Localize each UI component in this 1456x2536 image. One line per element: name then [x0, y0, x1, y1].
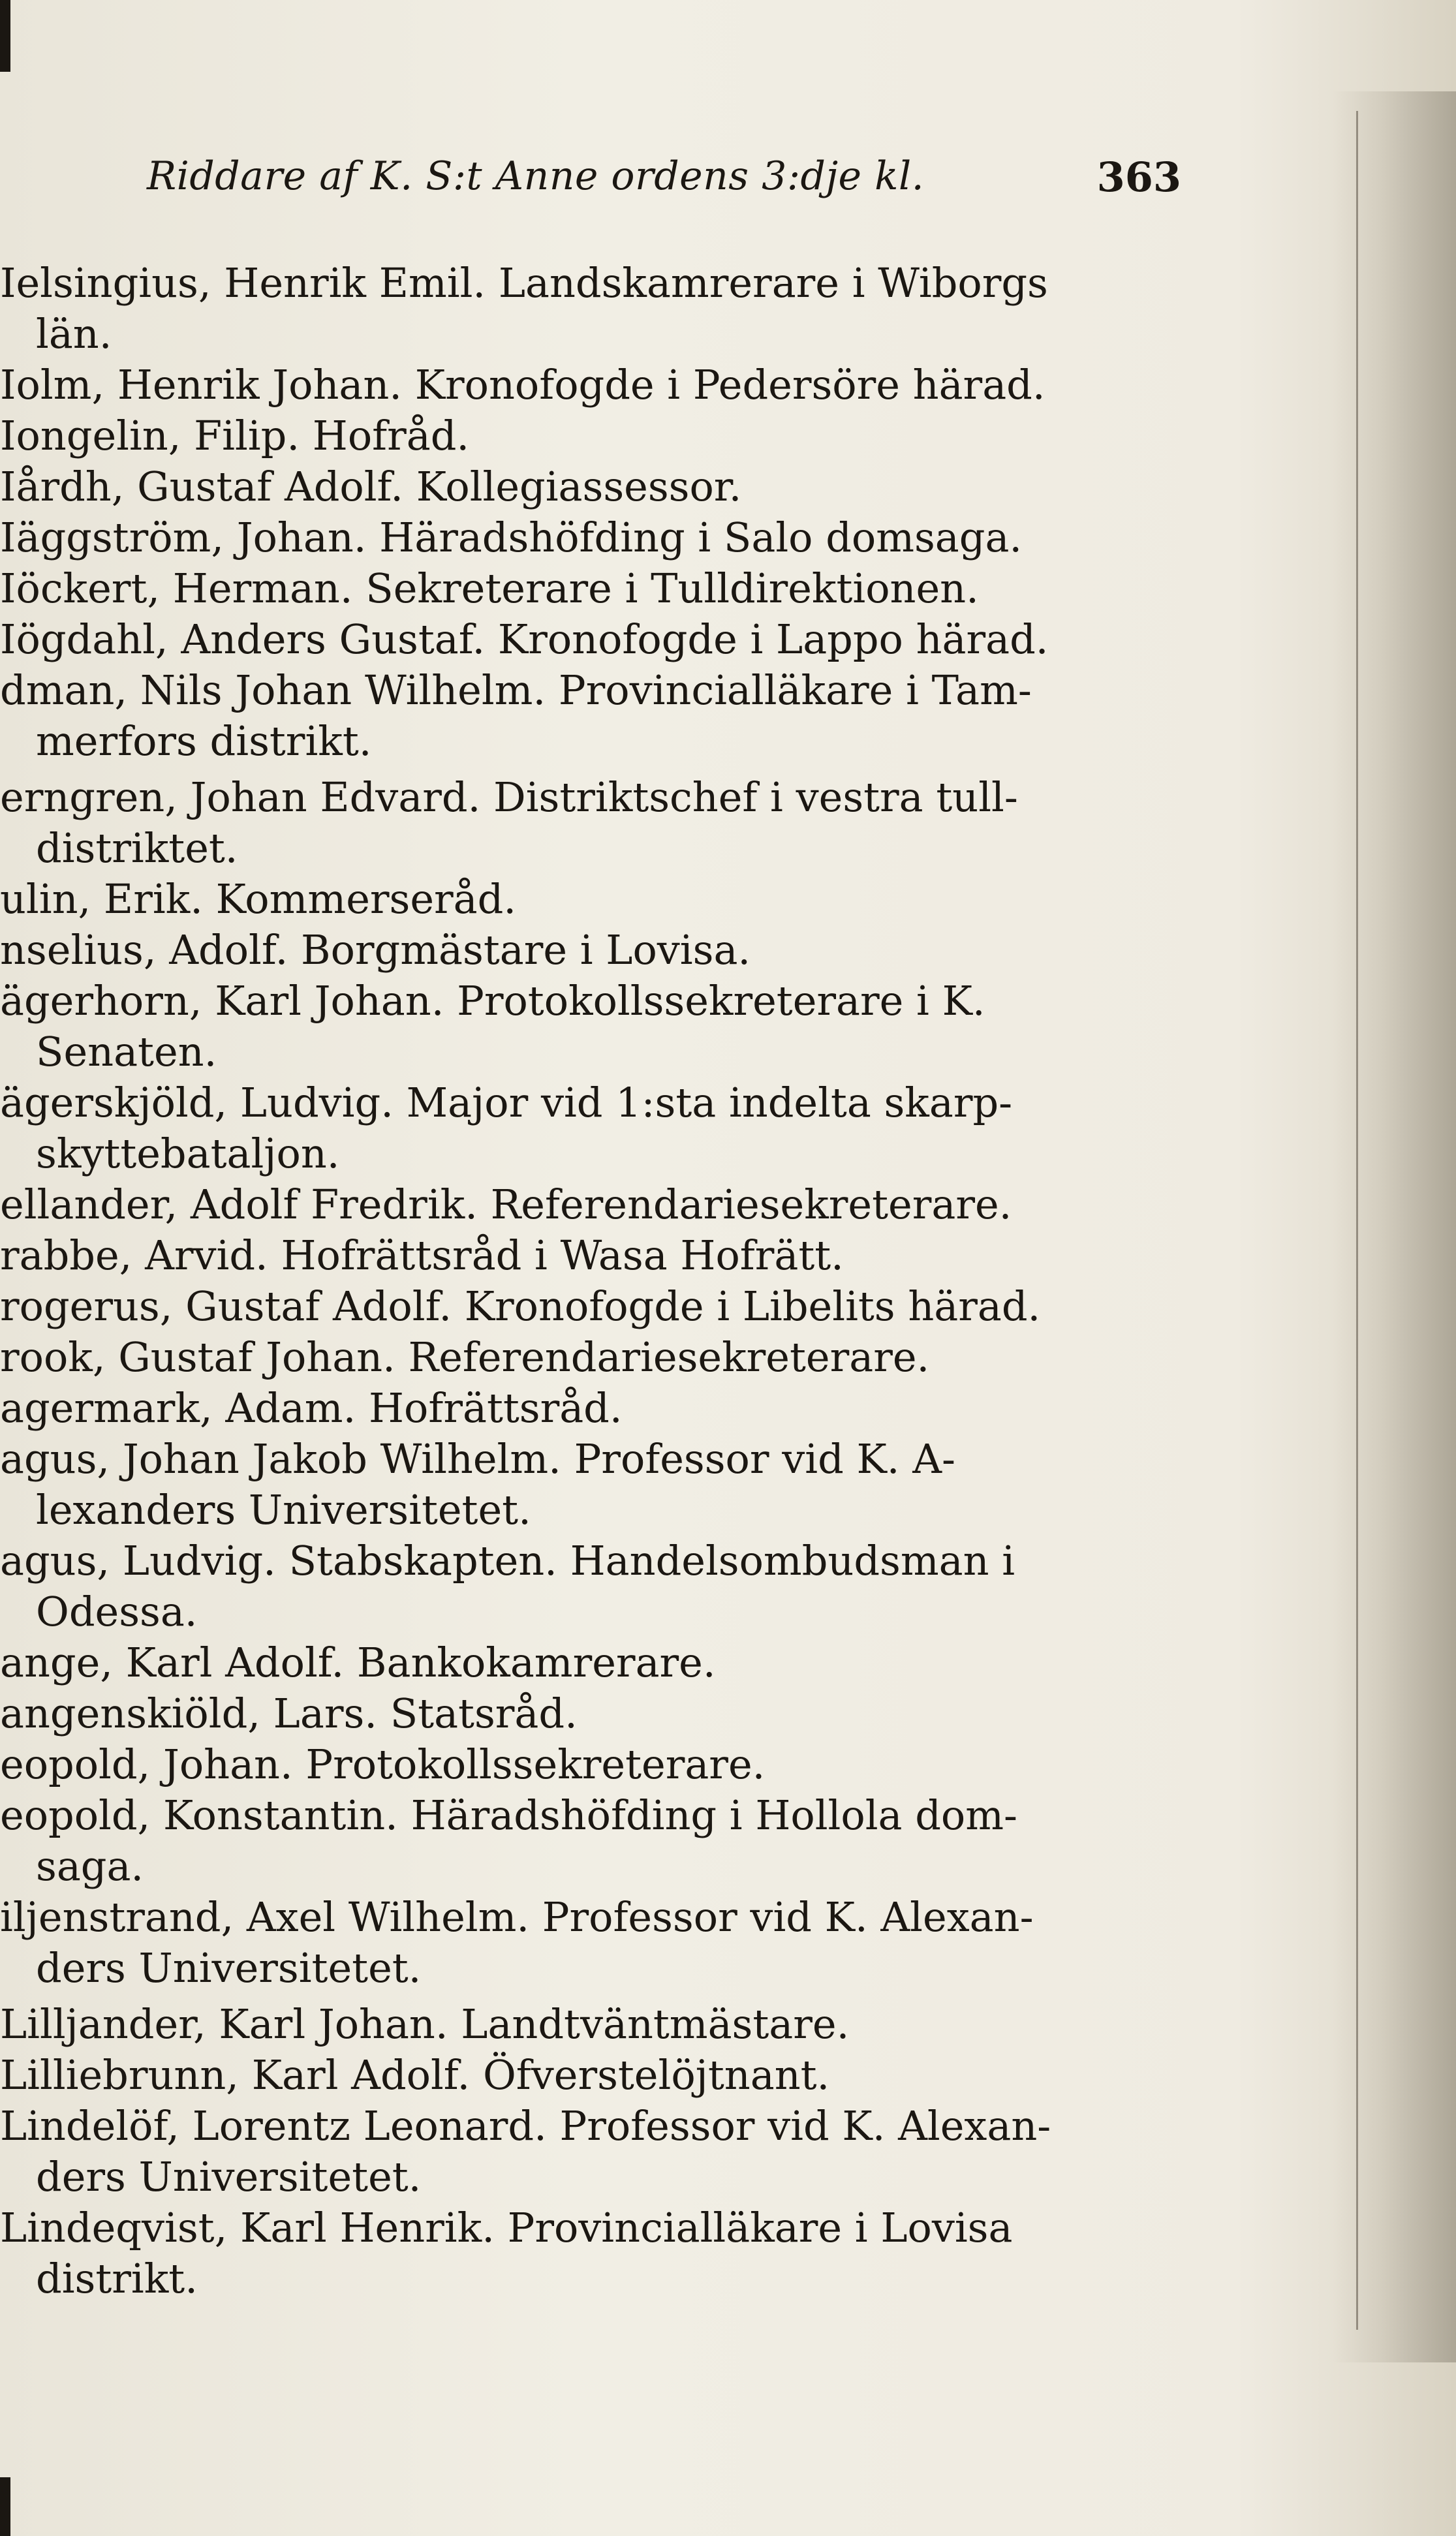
edge-mark-top [0, 0, 10, 72]
entry-line: rabbe, Arvid. Hofrättsråd i Wasa Hofrätt. [0, 1231, 844, 1279]
entry-line: Lindelöf, Lorentz Leonard. Professor vid K. Alexan- [0, 2102, 1051, 2150]
entry-line: Lilljander, Karl Johan. Landtväntmästare. [0, 2000, 850, 2048]
entry-line: angenskiöld, Lars. Statsråd. [0, 1690, 578, 1737]
entry-line: ägerskjöld, Ludvig. Major vid 1:sta indelta skarp- [0, 1079, 1013, 1126]
entry-line: eopold, Konstantin. Häradshöfding i Hollola dom- [0, 1791, 1017, 1839]
entry-line: ulin, Erik. Kommerseråd. [0, 875, 517, 923]
entry-line: agus, Johan Jakob Wilhelm. Professor vid K. A- [0, 1435, 955, 1483]
entry-line: iljenstrand, Axel Wilhelm. Professor vid K. Alexan- [0, 1893, 1034, 1941]
entry-continuation: lexanders Universitetet. [36, 1486, 531, 1534]
entry-line: Ielsingius, Henrik Emil. Landskamrerare i Wiborgs [0, 259, 1048, 307]
entry-line: agus, Ludvig. Stabskapten. Handelsombudsman i [0, 1537, 1015, 1585]
page-spine-shadow [1332, 91, 1456, 2362]
entry-line: Iögdahl, Anders Gustaf. Kronofogde i Lappo härad. [0, 615, 1049, 663]
binding-line [1356, 111, 1358, 2330]
page-number: 363 [1096, 153, 1181, 201]
running-title: Riddare af K. S:t Anne ordens 3:dje kl. [147, 153, 925, 199]
entry-continuation: distriktet. [36, 824, 238, 872]
entry-line: ägerhorn, Karl Johan. Protokollssekreterare i K. [0, 977, 985, 1025]
entry-line: ange, Karl Adolf. Bankokamrerare. [0, 1639, 716, 1686]
entry-continuation: ders Universitetet. [36, 2153, 422, 2201]
entry-line: Iöckert, Herman. Sekreterare i Tulldirektionen. [0, 564, 979, 612]
entry-line: nselius, Adolf. Borgmästare i Lovisa. [0, 926, 751, 974]
entry-line: rook, Gustaf Johan. Referendariesekreterare. [0, 1333, 930, 1381]
entry-line: Iäggström, Johan. Häradshöfding i Salo domsaga. [0, 514, 1023, 561]
entry-line: erngren, Johan Edvard. Distriktschef i vestra tull- [0, 773, 1018, 821]
entry-line: rogerus, Gustaf Adolf. Kronofogde i Libelits härad. [0, 1282, 1041, 1330]
page-header [147, 153, 1181, 212]
entry-line: Lindeqvist, Karl Henrik. Provincialläkare i Lovisa [0, 2204, 1013, 2251]
entry-line: dman, Nils Johan Wilhelm. Provincialläkare i Tam- [0, 666, 1032, 714]
entry-continuation: merfors distrikt. [36, 717, 372, 765]
entry-line: Iolm, Henrik Johan. Kronofogde i Pedersöre härad. [0, 361, 1046, 409]
entry-line: Iongelin, Filip. Hofråd. [0, 412, 470, 459]
entry-line: agermark, Adam. Hofrättsråd. [0, 1384, 623, 1432]
entry-continuation: ders Universitetet. [36, 1944, 422, 1992]
entry-line: Iårdh, Gustaf Adolf. Kollegiassessor. [0, 463, 742, 510]
entry-line: ellander, Adolf Fredrik. Referendariesekreterare. [0, 1181, 1012, 1228]
entry-continuation: saga. [36, 1842, 144, 1890]
entry-line: eopold, Johan. Protokollssekreterare. [0, 1740, 766, 1788]
entry-continuation: län. [36, 310, 112, 358]
entry-continuation: skyttebataljon. [36, 1130, 340, 1177]
entry-continuation: Senaten. [36, 1028, 217, 1075]
entry-line: Lilliebrunn, Karl Adolf. Öfverstelöjtnant. [0, 2051, 830, 2099]
edge-mark-bottom [0, 2477, 10, 2536]
entry-continuation: Odessa. [36, 1588, 198, 1635]
entry-list [0, 258, 1175, 2304]
entry-continuation: distrikt. [36, 2255, 198, 2302]
